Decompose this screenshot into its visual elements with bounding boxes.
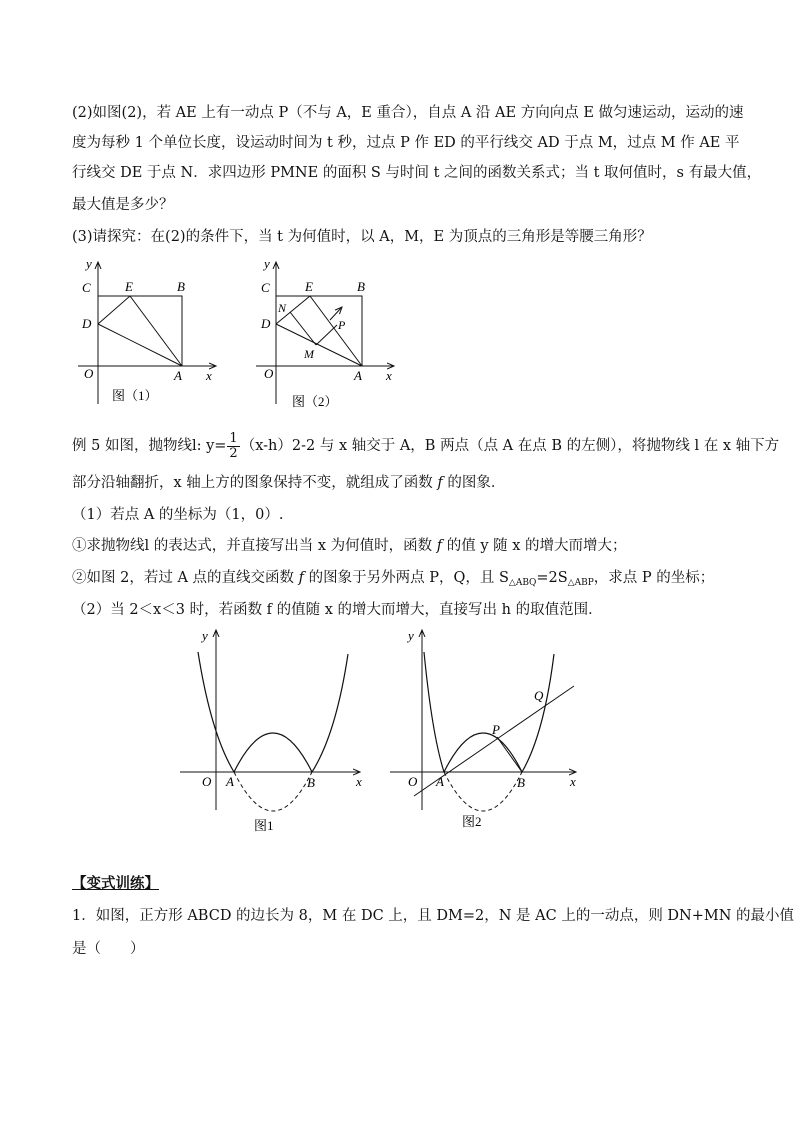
label-y: y xyxy=(264,256,270,271)
label-B: B xyxy=(307,775,315,790)
label-A: A xyxy=(174,368,182,383)
label-E: E xyxy=(305,279,313,294)
label-x: x xyxy=(570,774,576,789)
figure-square-1 xyxy=(68,254,228,414)
figure-caption-1: 图（1） xyxy=(112,388,158,403)
problem-line-2: 度为每秒 1 个单位长度，设运动时间为 t 秒，过点 P 作 ED 的平行线交 AD 于点 M，过点 M 作 AE 平 xyxy=(72,135,740,151)
fraction-half: $\frac{1}{2}$ xyxy=(229,430,238,461)
label-M: M xyxy=(304,347,314,361)
problem-line-3: 行线交 DE 于点 N．求四边形 PMNE 的面积 S 与时间 t 之间的函数关系式；当 t 取何值时，s 有最大值， xyxy=(72,165,762,181)
problem-line-5: (3)请探究：在(2)的条件下，当 t 为何值时，以 A，M，E 为顶点的三角形是等腰三角形？ xyxy=(72,229,652,245)
practice-q1-line-1: 1．如图，正方形 ABCD 的边长为 8，M 在 DC 上，且 DM=2，N 是 AC 上的一动点，则 DN+MN 的最小值 xyxy=(72,908,794,924)
label-x: x xyxy=(386,368,392,383)
label-y: y xyxy=(408,628,414,643)
problem-line-4: 最大值是多少？ xyxy=(72,197,174,213)
label-D: D xyxy=(82,316,92,331)
label-A: A xyxy=(436,774,444,789)
label-B: B xyxy=(177,279,185,294)
label-P: P xyxy=(338,318,346,332)
label-B: B xyxy=(357,279,365,294)
label-y: y xyxy=(202,628,208,643)
label-x: x xyxy=(356,774,362,789)
example5-q1: （1）若点 A 的坐标为（1，0）. xyxy=(72,507,284,523)
figure-parabola-1 xyxy=(176,624,376,838)
figure-caption-2: 图（2） xyxy=(292,394,338,409)
figure-parabola-2 xyxy=(386,624,586,838)
figure-caption-4: 图2 xyxy=(462,814,482,829)
figure-caption-3: 图1 xyxy=(254,818,274,833)
example5-q2: （2）当 2＜x＜3 时，若函数 f 的值随 x 的增大而增大，直接写出 h 的取值范围． xyxy=(72,602,603,618)
example5-q1b: ②如图 2，若过 A 点的直线交函数 f 的图象于另外两点 P，Q，且 $S_{\triangle ABQ}=2S_{\triangle ABP}$，求点 P 的坐标； xyxy=(72,570,715,588)
label-O: O xyxy=(264,366,274,381)
label-C: C xyxy=(261,280,270,295)
label-B: B xyxy=(517,775,525,790)
practice-heading: 【变式训练】 xyxy=(72,875,159,892)
practice-q1-line-2: 是（ ） xyxy=(72,941,145,957)
label-A: A xyxy=(226,774,234,789)
label-C: C xyxy=(82,280,91,295)
example5-line-1: 例 5 如图，抛物线l: y= $\frac{1}{2}$ （x-h）2-2 与 x 轴交于 A，B 两点（点 A 在点 B 的左侧），将抛物线 l 在 x 轴下方 xyxy=(72,430,780,461)
example5-line-2: 部分沿轴翻折，x 轴上方的图象保持不变，就组成了函数 f 的图象． xyxy=(72,475,506,491)
label-D: D xyxy=(261,316,271,331)
figure-square-2 xyxy=(248,254,408,414)
label-A: A xyxy=(354,368,362,383)
problem-line-1: (2)如图(2)，若 AE 上有一动点 P（不与 A，E 重合），自点 A 沿 AE 方向向点 E 做匀速运动，运动的速 xyxy=(72,105,744,121)
label-y: y xyxy=(86,256,92,271)
label-O: O xyxy=(84,366,94,381)
label-N: N xyxy=(278,301,287,315)
label-E: E xyxy=(125,279,133,294)
example5-q1a: ①求抛物线l 的表达式，并直接写出当 x 为何值时，函数 f 的值 y 随 x 的增大而增大； xyxy=(72,538,627,554)
label-O: O xyxy=(408,774,418,789)
label-P: P xyxy=(492,722,500,737)
label-Q: Q xyxy=(534,688,544,703)
label-x: x xyxy=(206,368,212,383)
label-O: O xyxy=(202,774,212,789)
